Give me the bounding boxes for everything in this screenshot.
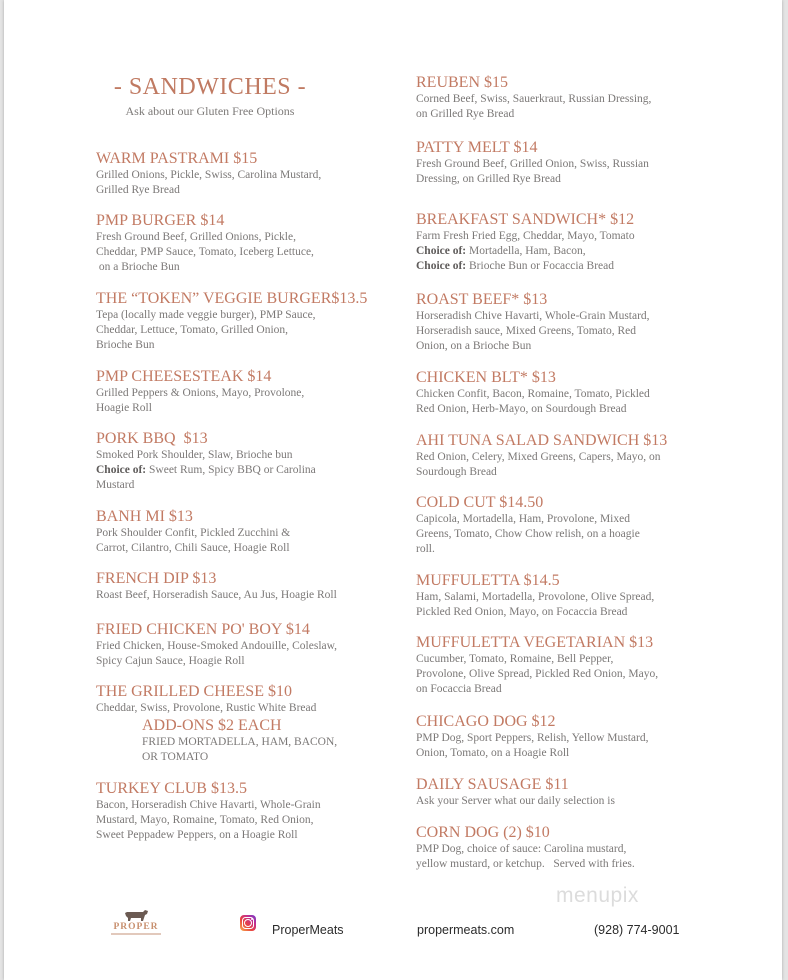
desc-line: roll. <box>416 543 435 555</box>
desc-line: Roast Beef, Horseradish Sauce, Au Jus, Hoagie Roll <box>96 589 337 601</box>
menu-item <box>96 289 396 353</box>
desc-line: on Focaccia Bread <box>416 683 502 695</box>
desc-line: Horseradish Chive Havarti, Whole-Grain Mustard, <box>416 310 650 322</box>
desc-line: Horseradish sauce, Mixed Greens, Tomato, Red <box>416 325 636 337</box>
desc-line: Spicy Cajun Sauce, Hoagie Roll <box>96 655 245 667</box>
menu-item <box>416 290 716 354</box>
item-description <box>96 526 396 556</box>
choice-label: Choice of: <box>416 260 467 272</box>
item-description <box>96 588 396 603</box>
desc-line: Fresh Ground Beef, Grilled Onions, Pickle, <box>96 231 296 243</box>
desc-line: Dressing, on Grilled Rye Bread <box>416 173 561 185</box>
menu-item <box>416 368 716 417</box>
desc-line: Cheddar, Swiss, Provolone, Rustic White Bread <box>96 702 317 714</box>
desc-line: Tepa (locally made veggie burger), PMP Sauce, <box>96 309 316 321</box>
desc-line: Provolone, Olive Spread, Pickled Red Onion, Mayo, <box>416 668 659 680</box>
desc-line: Pork Shoulder Confit, Pickled Zucchini & <box>96 527 291 539</box>
footer <box>0 900 788 950</box>
section-subtitle: Ask about our Gluten Free Options <box>125 104 295 118</box>
item-description <box>96 168 396 198</box>
menu-item <box>96 682 396 716</box>
desc-line: Grilled Peppers & Onions, Mayo, Provolone, <box>96 387 305 399</box>
menu-item <box>416 138 716 187</box>
item-name: TURKEY CLUB $13.5 <box>96 780 247 797</box>
website-link[interactable]: propermeats.com <box>417 923 515 937</box>
item-description <box>96 798 396 843</box>
menu-item <box>96 569 396 603</box>
menu-item <box>96 507 396 556</box>
desc-line: Capicola, Mortadella, Ham, Provolone, Mixed <box>416 513 630 525</box>
desc-line: Onion, on a Brioche Bun <box>416 340 532 352</box>
section-title: - SANDWICHES - <box>113 74 307 100</box>
item-name: FRIED CHICKEN PO' BOY $14 <box>96 621 310 638</box>
item-name: COLD CUT $14.50 <box>416 494 544 511</box>
item-description <box>416 590 716 620</box>
logo-text: PROPER <box>113 922 159 932</box>
desc-line: Greens, Tomato, Chow Chow relish, on a hoagie <box>416 528 640 540</box>
menu-item <box>416 571 716 620</box>
menu-item <box>416 210 716 274</box>
desc-line: Ham, Salami, Mortadella, Provolone, Olive Spread, <box>416 591 655 603</box>
desc-line: on Grilled Rye Bread <box>416 108 515 120</box>
choice-text: Sweet Rum, Spicy BBQ or Carolina <box>146 464 316 476</box>
desc-line: Carrot, Cilantro, Chili Sauce, Hoagie Roll <box>96 542 290 554</box>
item-name: PATTY MELT $14 <box>416 139 538 156</box>
menu-item <box>96 620 396 669</box>
menu-item <box>416 431 716 480</box>
item-name: THE “TOKEN” VEGGIE BURGER$13.5 <box>96 290 368 307</box>
desc-line: Brioche Bun <box>96 339 155 351</box>
desc-line: Onion, Tomato, on a Hoagie Roll <box>416 747 570 759</box>
item-description <box>416 842 716 872</box>
addons-block <box>142 716 442 765</box>
item-name: MUFFULETTA $14.5 <box>416 572 560 589</box>
desc-line: PMP Dog, choice of sauce: Carolina mustard, <box>416 843 627 855</box>
logo-tagline <box>111 933 161 935</box>
desc-line: Farm Fresh Fried Egg, Cheddar, Mayo, Tomato <box>416 230 635 242</box>
menu-item <box>416 493 716 557</box>
item-name: PMP BURGER $14 <box>96 212 225 229</box>
menu-item <box>416 712 716 761</box>
menu-item <box>416 775 716 809</box>
item-description <box>416 512 716 557</box>
desc-line: FRIED MORTADELLA, HAM, BACON, <box>142 736 338 748</box>
desc-line: Sweet Peppadew Peppers, on a Hoagie Roll <box>96 829 298 841</box>
choice-label: Choice of: <box>96 464 147 476</box>
menupix-watermark: menupix <box>556 884 639 907</box>
desc-line: Sourdough Bread <box>416 466 497 478</box>
item-name: FRENCH DIP $13 <box>96 570 217 587</box>
item-name: BANH MI $13 <box>96 508 193 525</box>
menu-item <box>416 73 716 122</box>
instagram-handle[interactable]: ProperMeats <box>272 923 344 937</box>
cow-icon <box>125 910 149 921</box>
desc-line: Chicken Confit, Bacon, Romaine, Tomato, Pickled <box>416 388 650 400</box>
desc-line: Fried Chicken, House-Smoked Andouille, Coleslaw, <box>96 640 338 652</box>
desc-line: Mustard <box>96 479 135 491</box>
item-name: PORK BBQ $13 <box>96 430 208 447</box>
desc-line: Hoagie Roll <box>96 402 152 414</box>
choice-text: Mortadella, Ham, Bacon, <box>466 245 586 257</box>
item-name: DAILY SAUSAGE $11 <box>416 776 569 793</box>
desc-line: Smoked Pork Shoulder, Slaw, Brioche bun <box>96 449 293 461</box>
item-description <box>416 731 716 761</box>
desc-line: on a Brioche Bun <box>96 261 180 273</box>
addons-description <box>142 735 442 765</box>
item-name: AHI TUNA SALAD SANDWICH $13 <box>416 432 668 449</box>
desc-line: Fresh Ground Beef, Grilled Onion, Swiss, Russian <box>416 158 649 170</box>
menu-item <box>416 633 716 697</box>
item-name: ROAST BEEF* $13 <box>416 291 548 308</box>
instagram-icon[interactable] <box>240 915 256 931</box>
desc-line: Grilled Onions, Pickle, Swiss, Carolina Mustard, <box>96 169 322 181</box>
desc-line: Mustard, Mayo, Romaine, Tomato, Red Onion, <box>96 814 314 826</box>
desc-line: Corned Beef, Swiss, Sauerkraut, Russian Dressing, <box>416 93 652 105</box>
menu-item <box>96 367 396 416</box>
item-name: CORN DOG (2) $10 <box>416 824 550 841</box>
item-description <box>96 230 396 275</box>
desc-line: yellow mustard, or ketchup. Served with fries. <box>416 858 635 870</box>
item-name: WARM PASTRAMI $15 <box>96 150 258 167</box>
item-description <box>416 387 716 417</box>
desc-line: PMP Dog, Sport Peppers, Relish, Yellow Mustard, <box>416 732 649 744</box>
desc-line: Red Onion, Celery, Mixed Greens, Capers, Mayo, on <box>416 451 661 463</box>
item-description <box>416 309 716 354</box>
desc-line: Cheddar, PMP Sauce, Tomato, Iceberg Lettuce, <box>96 246 314 258</box>
item-description <box>416 450 716 480</box>
item-description <box>416 229 716 274</box>
choice-text: Brioche Bun or Focaccia Bread <box>466 260 614 272</box>
proper-logo <box>103 910 169 936</box>
phone-number[interactable]: (928) 774-9001 <box>594 923 680 937</box>
item-description <box>96 701 396 716</box>
item-name: BREAKFAST SANDWICH* $12 <box>416 211 635 228</box>
menu-item <box>96 211 396 275</box>
desc-line: Cheddar, Lettuce, Tomato, Grilled Onion, <box>96 324 289 336</box>
item-name: MUFFULETTA VEGETARIAN $13 <box>416 634 654 651</box>
desc-line: OR TOMATO <box>142 751 209 763</box>
menu-item <box>96 779 396 843</box>
desc-line: Ask your Server what our daily selection is <box>416 795 615 807</box>
addons-title: ADD-ONS $2 EACH <box>142 717 282 734</box>
desc-line: Red Onion, Herb-Mayo, on Sourdough Bread <box>416 403 627 415</box>
item-name: PMP CHEESESTEAK $14 <box>96 368 272 385</box>
item-name: CHICAGO DOG $12 <box>416 713 556 730</box>
item-name: THE GRILLED CHEESE $10 <box>96 683 292 700</box>
desc-line: Cucumber, Tomato, Romaine, Bell Pepper, <box>416 653 614 665</box>
desc-line: Pickled Red Onion, Mayo, on Focaccia Bread <box>416 606 628 618</box>
desc-line: Bacon, Horseradish Chive Havarti, Whole-Grain <box>96 799 321 811</box>
item-description <box>96 448 396 493</box>
menu-item <box>416 823 716 872</box>
menu-item <box>96 149 396 198</box>
item-description <box>416 794 716 809</box>
item-description <box>96 308 396 353</box>
item-description <box>416 652 716 697</box>
item-name: CHICKEN BLT* $13 <box>416 369 556 386</box>
item-description <box>416 92 716 122</box>
item-name: REUBEN $15 <box>416 74 508 91</box>
menu-item <box>96 429 396 493</box>
choice-label: Choice of: <box>416 245 467 257</box>
item-description <box>96 639 396 669</box>
item-description <box>96 386 396 416</box>
desc-line: Grilled Rye Bread <box>96 184 180 196</box>
item-description <box>416 157 716 187</box>
